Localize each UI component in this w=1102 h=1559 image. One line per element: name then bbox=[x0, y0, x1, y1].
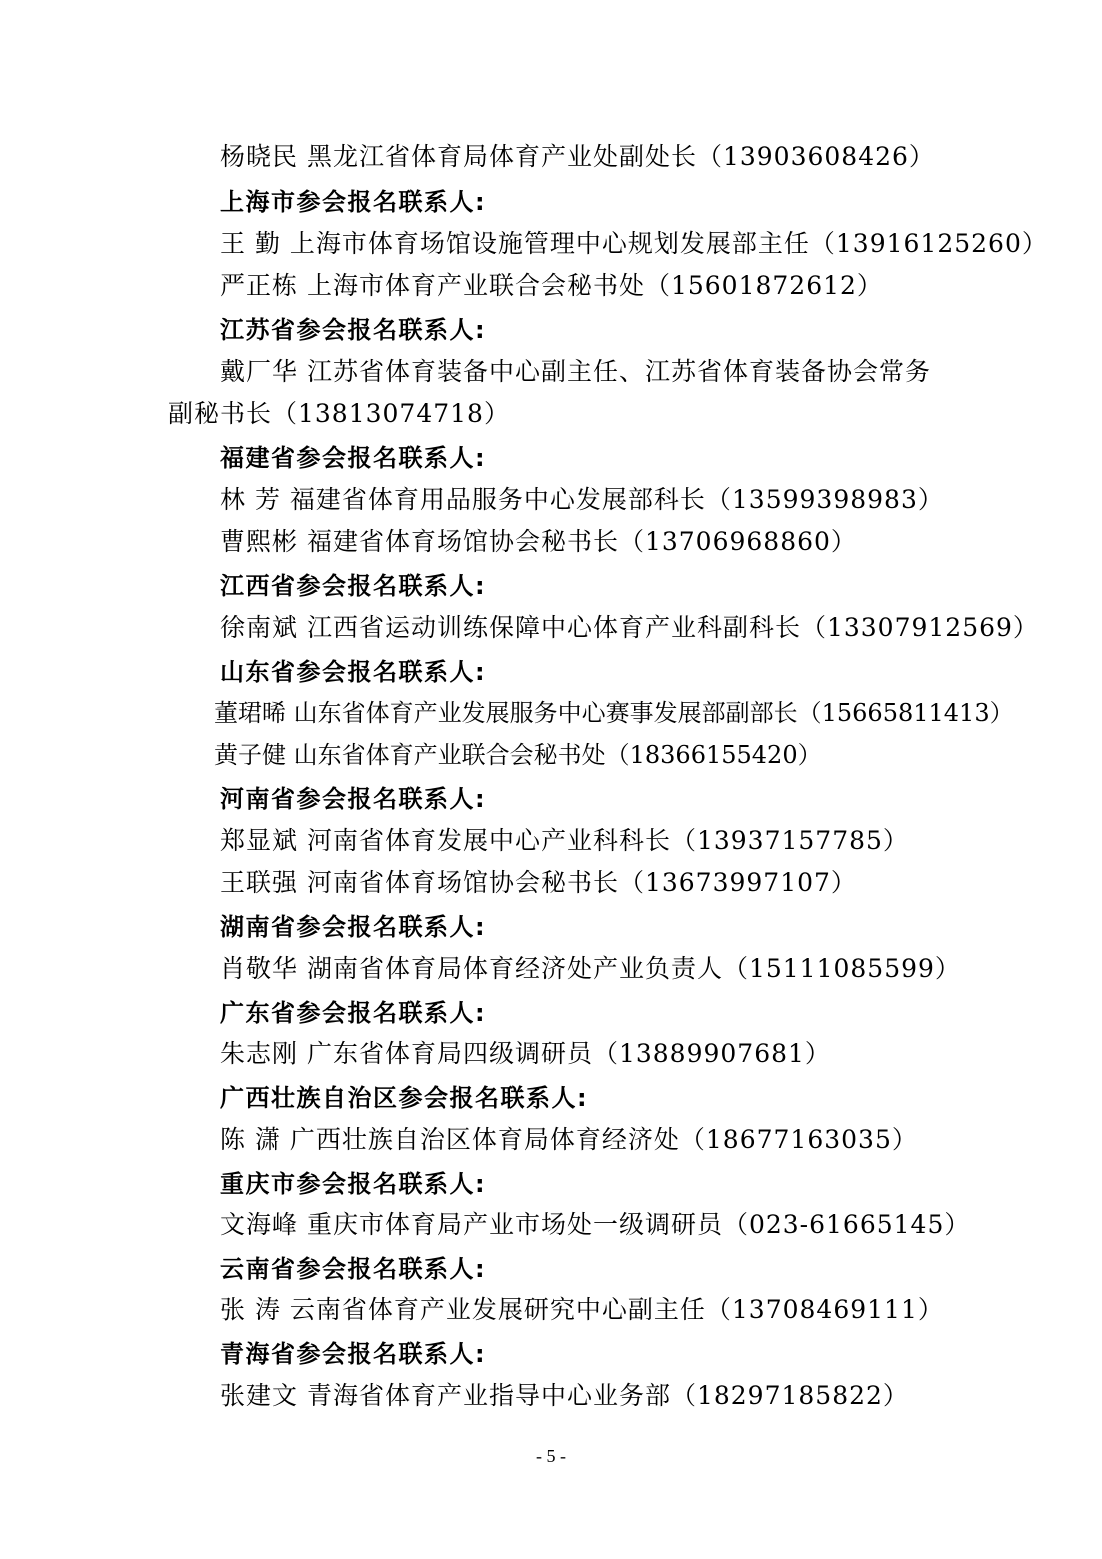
contact-jiangsu-dai-cont: 副秘书长（13813074718） bbox=[168, 399, 510, 428]
heading-henan: 河南省参会报名联系人: bbox=[220, 785, 487, 813]
contact-henan-zheng: 郑显斌 河南省体育发展中心产业科科长（13937157785） bbox=[220, 826, 909, 855]
contact-qinghai-zhang: 张建文 青海省体育产业指导中心业务部（18297185822） bbox=[220, 1381, 909, 1410]
contact-jiangxi-xu: 徐南斌 江西省运动训练保障中心体育产业科副科长（13307912569） bbox=[220, 613, 1039, 642]
contact-chongqing-wen: 文海峰 重庆市体育局产业市场处一级调研员（023-61665145） bbox=[220, 1210, 971, 1239]
heading-shanghai: 上海市参会报名联系人: bbox=[220, 188, 487, 216]
contact-jiangsu-dai: 戴厂华 江苏省体育装备中心副主任、江苏省体育装备协会常务 bbox=[220, 357, 931, 386]
heading-jiangxi: 江西省参会报名联系人: bbox=[220, 572, 487, 600]
contact-shanghai-wang: 王 勤 上海市体育场馆设施管理中心规划发展部主任（13916125260） bbox=[220, 229, 1048, 258]
contact-guangxi-chen: 陈 潇 广西壮族自治区体育局体育经济处（18677163035） bbox=[220, 1125, 918, 1154]
contact-shanghai-yan: 严正栋 上海市体育产业联合会秘书处（15601872612） bbox=[220, 271, 883, 300]
contact-hunan-xiao: 肖敬华 湖南省体育局体育经济处产业负责人（15111085599） bbox=[220, 954, 961, 983]
page-number: - 5 - bbox=[536, 1446, 566, 1466]
contact-heilongjiang-yang: 杨晓民 黑龙江省体育局体育产业处副处长（13903608426） bbox=[220, 142, 935, 171]
heading-guangxi: 广西壮族自治区参会报名联系人: bbox=[220, 1084, 589, 1112]
contact-henan-wang: 王联强 河南省体育场馆协会秘书长（13673997107） bbox=[220, 868, 857, 897]
heading-jiangsu: 江苏省参会报名联系人: bbox=[220, 316, 487, 344]
contact-yunnan-zhang: 张 涛 云南省体育产业发展研究中心副主任（13708469111） bbox=[220, 1295, 944, 1324]
heading-fujian: 福建省参会报名联系人: bbox=[220, 444, 487, 472]
heading-qinghai: 青海省参会报名联系人: bbox=[220, 1340, 487, 1368]
contact-shandong-huang: 黄子健 山东省体育产业联合会秘书处（18366155420） bbox=[214, 741, 822, 769]
heading-shandong: 山东省参会报名联系人: bbox=[220, 658, 487, 686]
heading-guangdong: 广东省参会报名联系人: bbox=[220, 999, 487, 1027]
heading-hunan: 湖南省参会报名联系人: bbox=[220, 913, 487, 941]
contact-guangdong-zhu: 朱志刚 广东省体育局四级调研员（13889907681） bbox=[220, 1039, 831, 1068]
contact-fujian-lin: 林 芳 福建省体育用品服务中心发展部科长（13599398983） bbox=[220, 485, 944, 514]
contact-shandong-dong: 董珺晞 山东省体育产业发展服务中心赛事发展部副部长（15665811413） bbox=[214, 699, 1014, 727]
heading-chongqing: 重庆市参会报名联系人: bbox=[220, 1170, 487, 1198]
heading-yunnan: 云南省参会报名联系人: bbox=[220, 1255, 487, 1283]
contact-fujian-cao: 曹熙彬 福建省体育场馆协会秘书长（13706968860） bbox=[220, 527, 857, 556]
